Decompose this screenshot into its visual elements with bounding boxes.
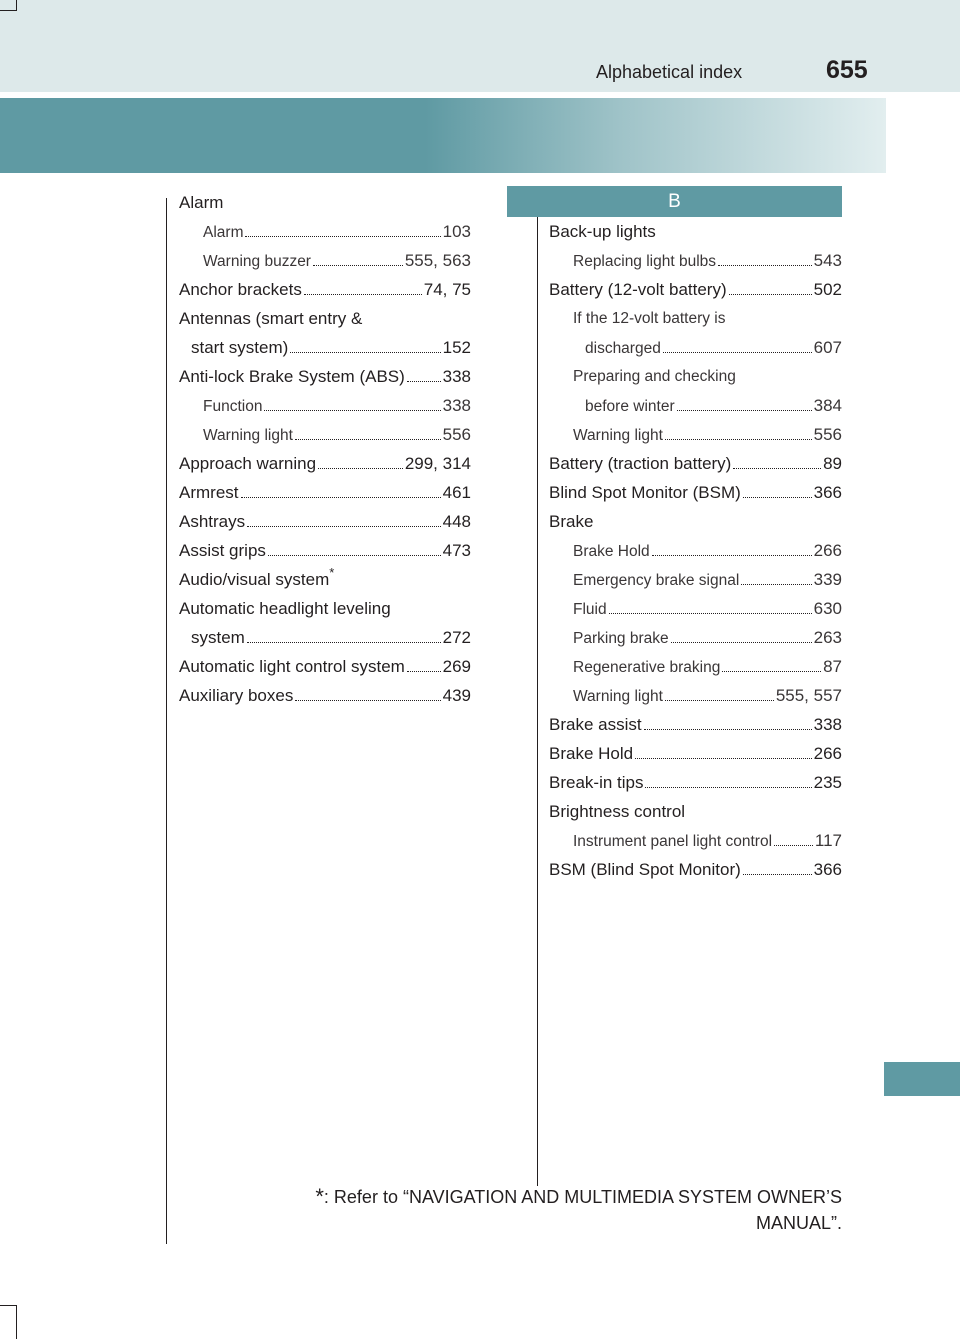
index-entry-page: 461 [442, 483, 471, 502]
index-entry-page: 607 [813, 338, 842, 357]
index-entry-label: Alarm [203, 224, 244, 241]
index-entry [179, 362, 471, 391]
index-entry-label: Warning light [573, 427, 663, 444]
index-entry [179, 623, 471, 652]
dot-leader [304, 294, 422, 295]
dot-leader [407, 671, 441, 672]
dot-leader [268, 555, 441, 556]
index-entry-page: 556 [442, 425, 471, 444]
index-entry [179, 478, 471, 507]
page-title: Alphabetical index [596, 62, 743, 82]
index-entry [549, 420, 842, 449]
index-entry-label: Assist grips [179, 541, 266, 560]
dot-leader [665, 700, 774, 701]
index-entry-label: Regenerative braking [573, 659, 721, 676]
right-index-column [549, 217, 842, 884]
index-entry-page: 263 [813, 628, 842, 647]
dot-leader [645, 787, 811, 788]
index-entry [549, 565, 842, 594]
dot-leader [635, 758, 812, 759]
index-entry [179, 246, 471, 275]
index-entry-page: 338 [813, 715, 842, 734]
index-entry-label: Replacing light bulbs [573, 253, 717, 270]
section-letter-header: B [507, 186, 842, 217]
dot-leader [318, 468, 403, 469]
index-entry [179, 536, 471, 565]
dot-leader [247, 642, 441, 643]
index-entry [549, 652, 842, 681]
index-entry-page: 555, 557 [775, 686, 842, 705]
footnote [240, 1184, 842, 1236]
index-entry-label: BSM (Blind Spot Monitor) [549, 860, 741, 879]
chapter-tab [884, 1062, 960, 1096]
index-entry-label: Approach warning [179, 454, 317, 473]
index-entry [549, 304, 842, 333]
dot-leader [609, 613, 812, 614]
index-entry [549, 246, 842, 275]
dot-leader [722, 671, 821, 672]
index-entry-label: Automatic light control system [179, 657, 405, 676]
index-entry [179, 304, 471, 333]
dot-leader [677, 410, 812, 411]
index-entry-label: Warning light [203, 427, 293, 444]
index-entry-label: Alarm [179, 193, 224, 212]
dot-leader [743, 874, 812, 875]
index-entry-label: Auxiliary boxes [179, 686, 294, 705]
index-entry-page: 448 [442, 512, 471, 531]
dot-leader [729, 294, 812, 295]
index-entry-page: 439 [442, 686, 471, 705]
index-entry-label: Back-up lights [549, 222, 656, 241]
index-entry [179, 507, 471, 536]
index-entry-label: Brightness control [549, 802, 686, 821]
index-entry [549, 681, 842, 710]
index-entry-label: Ashtrays [179, 512, 246, 531]
index-entry-page: 338 [442, 367, 471, 386]
index-entry [549, 333, 842, 362]
dot-leader [407, 381, 441, 382]
index-entry-page: 89 [823, 454, 842, 473]
dot-leader [663, 352, 812, 353]
crop-mark-bottom-left-v [16, 1305, 17, 1339]
dot-leader [290, 352, 440, 353]
index-entry [549, 478, 842, 507]
index-entry [179, 333, 471, 362]
dot-leader [774, 845, 813, 846]
dot-leader [295, 439, 441, 440]
footnote-star: * [315, 1184, 324, 1209]
left-column-rule [166, 198, 167, 1244]
index-entry-label: Blind Spot Monitor (BSM) [549, 483, 741, 502]
index-entry-label: before winter [585, 398, 675, 415]
index-entry-page: 272 [442, 628, 471, 647]
dot-leader [671, 642, 812, 643]
footnote-line-2: MANUAL”. [755, 1213, 842, 1233]
dot-leader [743, 497, 812, 498]
dot-leader [665, 439, 812, 440]
index-entry [549, 275, 842, 304]
index-entry-label: system [191, 628, 245, 647]
index-entry [549, 449, 842, 478]
index-entry-page: 235 [813, 773, 842, 792]
index-entry-label: Antennas (smart entry & [179, 309, 363, 328]
index-entry-label: Brake Hold [573, 543, 650, 560]
index-entry-label: Instrument panel light control [573, 833, 773, 850]
dot-leader [295, 700, 440, 701]
index-entry [549, 594, 842, 623]
index-entry [549, 623, 842, 652]
index-entry [549, 507, 842, 536]
index-entry-page: 384 [813, 396, 842, 415]
left-index-column [179, 188, 471, 710]
index-entry-label: Anti-lock Brake System (ABS) [179, 367, 405, 386]
dot-leader [313, 265, 403, 266]
dot-leader [718, 265, 812, 266]
header-gradient-band [0, 98, 886, 173]
index-entry-page: 152 [442, 338, 471, 357]
index-entry-page: 543 [813, 251, 842, 270]
index-entry-page: 269 [442, 657, 471, 676]
index-entry-label: Parking brake [573, 630, 669, 647]
index-entry [179, 275, 471, 304]
index-entry [549, 855, 842, 884]
index-entry [179, 188, 471, 217]
index-entry-label: Preparing and checking [573, 368, 736, 385]
page-number: 655 [826, 56, 868, 84]
index-entry [549, 217, 842, 246]
right-column-rule [537, 198, 538, 1186]
index-entry [179, 420, 471, 449]
index-entry [179, 681, 471, 710]
index-entry [179, 652, 471, 681]
index-entry-page: 117 [814, 831, 842, 850]
index-entry-page: 630 [813, 599, 842, 618]
index-entry-label: Armrest [179, 483, 239, 502]
index-entry-label: Battery (traction battery) [549, 454, 732, 473]
index-entry [549, 391, 842, 420]
index-entry-page: 366 [813, 483, 842, 502]
dot-leader [741, 584, 811, 585]
index-entry-page: 473 [442, 541, 471, 560]
crop-mark-bottom-left [0, 1305, 17, 1306]
index-entry [549, 710, 842, 739]
index-entry-label: Warning light [573, 688, 663, 705]
index-entry-page: 266 [813, 744, 842, 763]
index-entry-label: Break-in tips [549, 773, 644, 792]
crop-mark-top-left-v [16, 0, 17, 11]
footnote-text-1: : Refer to “NAVIGATION AND MULTIMEDIA SYSTEM OWNER’S [323, 1187, 842, 1207]
index-entry-label: Warning buzzer [203, 253, 311, 270]
index-entry-label: Brake Hold [549, 744, 634, 763]
index-entry [549, 362, 842, 391]
dot-leader [241, 497, 441, 498]
index-entry-label: Brake assist [549, 715, 642, 734]
header-band [0, 0, 960, 92]
dot-leader [652, 555, 812, 556]
index-entry [549, 768, 842, 797]
index-entry [549, 797, 842, 826]
index-entry-label: start system) [191, 338, 289, 357]
index-entry-page: 266 [813, 541, 842, 560]
index-entry-label: discharged [585, 340, 661, 357]
index-entry-label: Automatic headlight leveling [179, 599, 391, 618]
index-entry-page: 339 [813, 570, 842, 589]
index-entry-label: If the 12-volt battery is [573, 310, 726, 327]
dot-leader [733, 468, 821, 469]
index-entry-page: 74, 75 [423, 280, 471, 299]
index-entry-page: 555, 563 [404, 251, 471, 270]
index-entry-label: Fluid [573, 601, 607, 618]
index-entry [549, 739, 842, 768]
index-entry [549, 826, 842, 855]
index-entry [179, 391, 471, 420]
dot-leader [247, 526, 440, 527]
footnote-line-1 [240, 1184, 842, 1210]
index-entry-page: 338 [442, 396, 471, 415]
index-entry-label: Anchor brackets [179, 280, 302, 299]
index-entry-label: Audio/visual system [179, 570, 330, 589]
index-entry [179, 565, 471, 594]
index-entry-page: 87 [823, 657, 842, 676]
index-entry-page: 556 [813, 425, 842, 444]
index-entry-page: 103 [442, 222, 471, 241]
index-entry-page: 366 [813, 860, 842, 879]
dot-leader [245, 236, 440, 237]
crop-mark-top-left [0, 10, 17, 11]
index-entry-page: 299, 314 [404, 454, 471, 473]
index-entry-label: Emergency brake signal [573, 572, 740, 589]
index-entry-page: 502 [813, 280, 842, 299]
index-entry [179, 449, 471, 478]
index-entry-label: Function [203, 398, 263, 415]
dot-leader [264, 410, 440, 411]
index-entry [179, 594, 471, 623]
footnote-marker: * [329, 565, 335, 580]
index-entry-label: Battery (12-volt battery) [549, 280, 727, 299]
index-entry-label: Brake [549, 512, 594, 531]
index-entry [179, 217, 471, 246]
dot-leader [644, 729, 812, 730]
index-entry [549, 536, 842, 565]
